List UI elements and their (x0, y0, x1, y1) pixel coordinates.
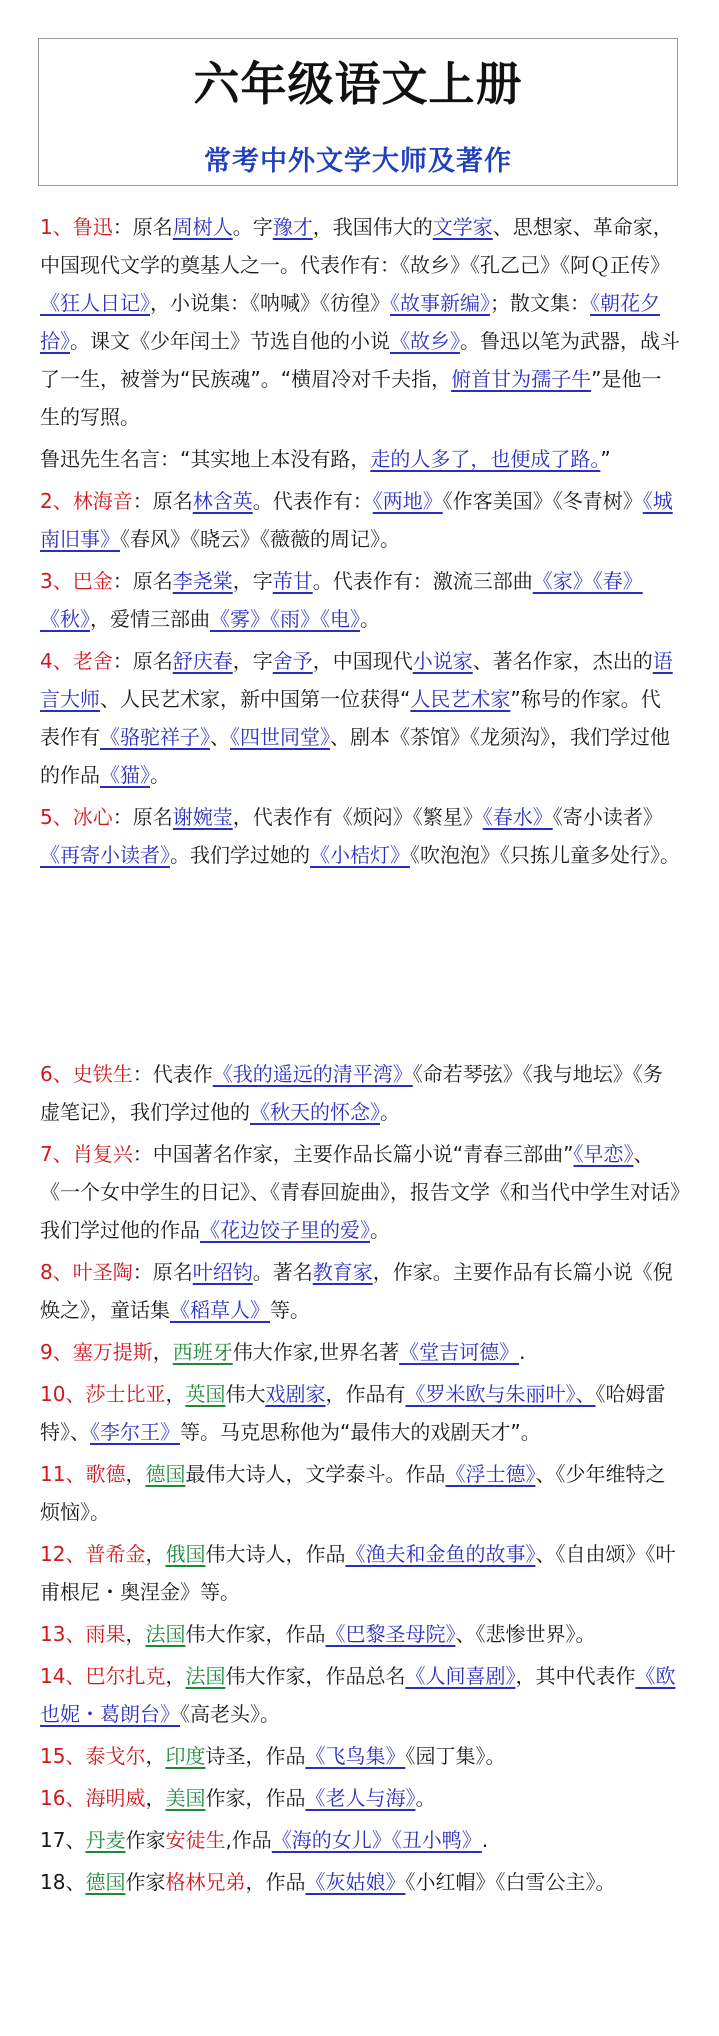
text: ：中国著名作家，主要作品长篇小说“青春三部曲” (132, 1142, 574, 1166)
text: ，我国伟大的 (312, 215, 433, 239)
entry-1-quote (40, 440, 680, 478)
text: ：原名 (112, 569, 173, 593)
text: 伟大诗人，作品 (205, 1542, 346, 1566)
text: ”是他一生的写照。 (40, 367, 662, 429)
highlight: 《老人与海》 (305, 1786, 416, 1810)
highlight: 《稻草人》 (170, 1298, 270, 1322)
text: 。 (150, 763, 170, 787)
entry-6-shitiesheng (40, 1055, 680, 1131)
highlight: 《两地》 (372, 489, 443, 513)
entry-8-yeshengtao (40, 1253, 680, 1329)
entry-10-shakespeare (40, 1375, 680, 1451)
country: 德国 (85, 1870, 126, 1894)
country: 西班牙 (172, 1340, 233, 1364)
highlight: 《早恋》 (573, 1142, 634, 1166)
entry-17-andersen (40, 1821, 680, 1859)
entry-3-bajin (40, 562, 680, 638)
author-name: 7、肖复兴 (40, 1142, 133, 1166)
text: 、著名作家，杰出的 (472, 649, 653, 673)
text: 《吹泡泡》《只拣儿童多处行》。 (410, 843, 680, 867)
text: 。 (370, 1218, 390, 1242)
entries-part-2 (40, 1055, 680, 1901)
highlight: 人民艺术家 (410, 687, 511, 711)
entry-16-hemingway (40, 1779, 680, 1817)
text: 。我们学过她的 (170, 843, 310, 867)
country: 俄国 (165, 1542, 206, 1566)
highlight: 俯首甘为孺子牛 (451, 367, 592, 391)
highlight: 小说家 (412, 649, 473, 673)
highlight: 叶绍钧 (192, 1260, 253, 1284)
highlight: 《巴黎圣母院》 (325, 1622, 456, 1646)
highlight: 周树人 (172, 215, 233, 239)
text: ， (125, 1622, 146, 1646)
highlight: 谢婉莹 (172, 805, 233, 829)
text: 。字 (232, 215, 273, 239)
text: 、《自由颂》《叶甫根尼・奥涅金》等。 (40, 1542, 676, 1604)
text: ，字 (232, 649, 273, 673)
highlight: 《春水》 (482, 805, 553, 829)
text: 。代表作有： (252, 489, 373, 513)
highlight: 《罗米欧与朱丽叶》、 (405, 1382, 596, 1406)
text: ：代表作 (132, 1062, 213, 1086)
highlight: 《花边饺子里的爱》 (200, 1218, 370, 1242)
text: ， (165, 1382, 186, 1406)
text: 最伟大诗人，文学泰斗。作品 (185, 1462, 446, 1486)
author-name: 9、塞万提斯 (40, 1340, 153, 1364)
text: 等。马克思称他为“最伟大的戏剧天才”。 (180, 1420, 541, 1444)
highlight: 《飞鸟集》 (305, 1744, 406, 1768)
text: 。 (360, 607, 380, 631)
highlight: 《我的遥远的清平湾》 (212, 1062, 413, 1086)
highlight: 《骆驼祥子》 (100, 725, 210, 749)
author-name: 安徒生 (165, 1828, 226, 1852)
text: 、《少年维特之烦恼》。 (40, 1462, 666, 1524)
text: 、《悲惨世界》。 (455, 1622, 596, 1646)
highlight: 《朝花夕拾》 (40, 291, 660, 353)
country: 英国 (185, 1382, 226, 1406)
text: 鲁迅先生名言：“其实地上本没有路， (40, 447, 371, 471)
text: 诗圣，作品 (205, 1744, 306, 1768)
text: 伟大作家,世界名著 (232, 1340, 400, 1364)
highlight: 戏剧家 (265, 1382, 326, 1406)
author-name: 3、巴金 (40, 569, 113, 593)
author-name: 10、莎士比亚 (40, 1382, 166, 1406)
text: ，作品 (245, 1870, 306, 1894)
text: 《哈姆雷特》、 (40, 1382, 666, 1444)
text: 、 (210, 725, 230, 749)
text: ：原名 (132, 489, 193, 513)
text: 、思想家、革命家，中国现代文学的奠基人之一。代表作有：《故乡》《孔乙己》《阿Ｑ正传》 (40, 215, 673, 277)
entry-2-linhaiyin (40, 482, 680, 558)
entry-5-bingxin (40, 798, 680, 874)
text: 。鲁迅以笔为武器，战斗了一生，被誉为“民族魂”。“横眉冷对千夫指， (40, 329, 680, 391)
text: 17、 (40, 1828, 86, 1852)
text: ， (165, 1664, 186, 1688)
country: 印度 (165, 1744, 206, 1768)
highlight: 林含英 (192, 489, 253, 513)
highlight: 李尧棠 (172, 569, 233, 593)
entry-1-luxun (40, 208, 680, 436)
text: 《命若琴弦》《我与地坛》《务虚笔记》，我们学过他的 (40, 1062, 663, 1124)
highlight: 《猫》 (100, 763, 150, 787)
author-name: 6、史铁生 (40, 1062, 133, 1086)
page-title: 六年级语文上册 (193, 57, 523, 111)
text: 《作客美国》《冬青树》 (442, 489, 643, 513)
author-name: 2、林海音 (40, 489, 133, 513)
country: 法国 (185, 1664, 226, 1688)
text: 作家，作品 (205, 1786, 306, 1810)
text: ,作品 (225, 1828, 272, 1852)
text: 伟大作家，作品总名 (225, 1664, 406, 1688)
highlight: 《渔夫和金鱼的故事》 (345, 1542, 536, 1566)
highlight: 《人间喜剧》 (405, 1664, 516, 1688)
text: ， (145, 1744, 166, 1768)
entry-15-tagore (40, 1737, 680, 1775)
text: ，作家。主要作品有长篇小说《倪焕之》，童话集 (40, 1260, 673, 1322)
highlight: 《故乡》 (390, 329, 460, 353)
highlight: 《再寄小读者》 (40, 843, 170, 867)
text: 、《一个女中学生的日记》、《青春回旋曲》，报告文学《和当代中学生对话》我们学过他的作品 (40, 1142, 680, 1242)
text: ：原名 (112, 649, 173, 673)
text: 。 (415, 1786, 436, 1810)
text: 18、 (40, 1870, 86, 1894)
country: 丹麦 (85, 1828, 126, 1852)
author-name: 11、歌德 (40, 1462, 126, 1486)
text: 《园丁集》。 (405, 1744, 506, 1768)
text: ，小说集：《呐喊》《彷徨》 (150, 291, 390, 315)
text: 《寄小读者》 (552, 805, 663, 829)
highlight: 《浮士德》 (445, 1462, 536, 1486)
text: ”称号的作家。代表作有 (40, 687, 661, 749)
title-box (38, 38, 678, 186)
text: ， (152, 1340, 173, 1364)
text: 、剧本《茶馆》《龙须沟》，我们学过他的作品 (40, 725, 670, 787)
text: 伟大作家，作品 (185, 1622, 326, 1646)
author-name: 12、普希金 (40, 1542, 146, 1566)
text: ，其中代表作 (515, 1664, 636, 1688)
highlight: 《堂吉诃德》 (399, 1340, 520, 1364)
highlight: 《灰姑娘》 (305, 1870, 406, 1894)
text: ，作品有 (325, 1382, 406, 1406)
text: 《春风》《晓云》《薇薇的周记》。 (120, 527, 400, 551)
text: 。 (380, 1100, 400, 1124)
highlight: 舍予 (272, 649, 313, 673)
text: ， (125, 1462, 146, 1486)
text: 等。 (270, 1298, 310, 1322)
highlight: 文学家 (432, 215, 493, 239)
text: 伟大 (225, 1382, 266, 1406)
highlight: 《雾》《雨》《电》 (210, 607, 360, 631)
country: 法国 (145, 1622, 186, 1646)
highlight: 《小桔灯》 (310, 843, 410, 867)
author-name: 8、叶圣陶 (40, 1260, 133, 1284)
entry-14-balzac (40, 1657, 680, 1733)
highlight: 走的人多了，也便成了路。 (370, 447, 601, 471)
country: 德国 (145, 1462, 186, 1486)
text: ， (145, 1542, 166, 1566)
entry-9-cervantes (40, 1333, 680, 1371)
highlight: 《欧也妮・葛朗台》 (40, 1664, 676, 1726)
text: ， (145, 1786, 166, 1810)
text: ；散文集： (490, 291, 590, 315)
entry-12-pushkin (40, 1535, 680, 1611)
entries-part-1 (40, 208, 680, 874)
author-name: 格林兄弟 (165, 1870, 246, 1894)
text: ：原名 (112, 805, 173, 829)
author-name: 1、鲁迅 (40, 215, 113, 239)
author-name: 13、雨果 (40, 1622, 126, 1646)
text: ，爱情三部曲 (90, 607, 210, 631)
author-name: 5、冰心 (40, 805, 113, 829)
highlight: 教育家 (312, 1260, 373, 1284)
entry-11-goethe (40, 1455, 680, 1531)
text: ，字 (232, 569, 273, 593)
highlight: 《海的女儿》《丑小鸭》 (271, 1828, 482, 1852)
highlight: 舒庆春 (172, 649, 233, 673)
text: ：原名 (132, 1260, 193, 1284)
author-name: 15、泰戈尔 (40, 1744, 146, 1768)
highlight: 《狂人日记》 (40, 291, 150, 315)
text: 《高老头》。 (180, 1702, 280, 1726)
text: 作家 (125, 1828, 166, 1852)
highlight: 《秋天的怀念》 (250, 1100, 380, 1124)
page-subtitle: 常考中外文学大师及著作 (204, 146, 512, 177)
highlight: 《家》《春》《秋》 (40, 569, 643, 631)
text: 《小红帽》《白雪公主》。 (405, 1870, 616, 1894)
author-name: 16、海明威 (40, 1786, 146, 1810)
highlight: 芾甘 (272, 569, 313, 593)
highlight: 《城南旧事》 (40, 489, 673, 551)
highlight: 《四世同堂》 (230, 725, 330, 749)
author-name: 4、老舍 (40, 649, 113, 673)
text: 。代表作有：激流三部曲 (312, 569, 533, 593)
country: 美国 (165, 1786, 206, 1810)
text: 。著名 (252, 1260, 313, 1284)
entry-4-laoshe (40, 642, 680, 794)
text: . (519, 1340, 526, 1364)
entry-7-xiaofuxing (40, 1135, 680, 1249)
author-name: 14、巴尔扎克 (40, 1664, 166, 1688)
highlight: 语言大师 (40, 649, 673, 711)
highlight: 《李尔王》 (90, 1420, 180, 1444)
entry-18-grimm (40, 1863, 680, 1901)
highlight: 《故事新编》 (390, 291, 490, 315)
text: 作家 (125, 1870, 166, 1894)
text: ：原名 (112, 215, 173, 239)
highlight: 豫才 (272, 215, 313, 239)
entry-13-hugo (40, 1615, 680, 1653)
text: 。课文《少年闰土》节选自他的小说 (70, 329, 390, 353)
text: 、人民艺术家，新中国第一位获得“ (100, 687, 411, 711)
text: ，代表作有《烦闷》《繁星》 (232, 805, 483, 829)
text: ” (600, 447, 611, 471)
text: ，中国现代 (312, 649, 413, 673)
text: . (481, 1828, 489, 1852)
